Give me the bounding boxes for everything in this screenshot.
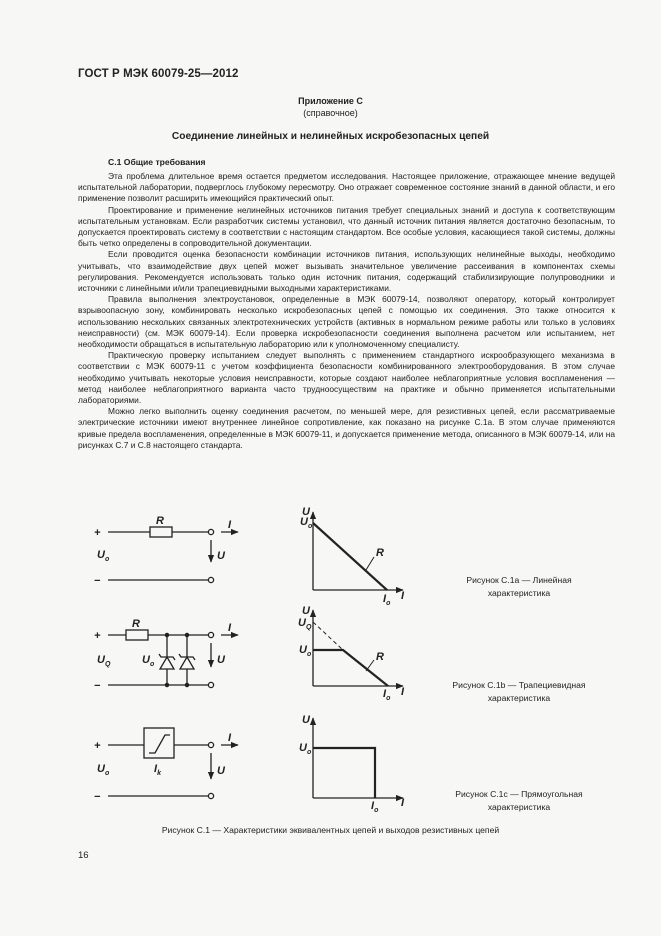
label-i0: $I_o$ bbox=[383, 688, 391, 702]
figure-caption-c: Рисунок С.1с — Прямоугольная характеристика bbox=[455, 789, 583, 812]
label-voltage: U bbox=[217, 550, 225, 562]
axis-u: U bbox=[302, 506, 310, 518]
label-uq: $U_Q$ bbox=[298, 617, 312, 631]
figure-caption-a: Рисунок С.1а — Линейная характеристика bbox=[466, 575, 572, 598]
axis-i: I bbox=[401, 590, 405, 602]
axis-u: U bbox=[302, 605, 310, 617]
paragraph: Проектирование и применение нелинейных источников питания требует специальных знаний и доступа к соответствующим испытательным установкам. Если разработчик системы установил, что данный источник питания является достаточно безопасным, то допускается проектировать систему в соответствии с настоящим стандартом. Все особые условия, касающиеся такой системы, должны быть четко определены в сопроводительной документации. bbox=[78, 204, 615, 249]
label-voltage: U bbox=[217, 765, 225, 777]
label-i0: $I_o$ bbox=[371, 800, 379, 814]
label-u0: $U_o$ bbox=[97, 549, 110, 563]
graph-rectangular bbox=[313, 718, 403, 798]
zener-diode-icon bbox=[180, 657, 194, 669]
terminal-minus: − bbox=[94, 575, 101, 587]
body-text bbox=[78, 171, 615, 451]
figure-c1 bbox=[0, 500, 661, 825]
terminal-plus: + bbox=[94, 527, 101, 539]
figure-main-caption: Рисунок С.1 — Характеристики эквивалентных цепей и выходов резистивных цепей bbox=[161, 825, 500, 835]
appendix-title: Приложение С bbox=[298, 96, 363, 106]
label-u0: $U_o$ bbox=[142, 654, 155, 668]
label-current: I bbox=[228, 732, 232, 744]
paragraph: Если проводится оценка безопасности комбинации источников питания, использующих нелинейные выходы, необходимо учитывать, что взаимодействие двух цепей может вызывать значительное увеличение рассеивания в компонентах схемы регулирования. Рекомендуется использовать только один источник питания, содержащий стабилизирующие полупроводники и источники с линейными и/или трапециевидными выходными характеристиками. bbox=[78, 249, 615, 294]
label-u0: $U_o$ bbox=[299, 644, 312, 658]
axis-u: U bbox=[302, 714, 310, 726]
terminal-plus: + bbox=[94, 740, 101, 752]
section-title: Соединение линейных и нелинейных искробезопасных цепей bbox=[171, 131, 490, 142]
paragraph: Эта проблема длительное время остается предметом исследования. Настоящее приложение, отражающее мнение ведущей испытательной лаборатории, подверглось глубокому пересмотру. Оно отражает современное состояние знаний в данной области, и его применение позволит расширить имеющийся практический опыт. bbox=[78, 171, 615, 204]
current-limiter-box bbox=[144, 728, 174, 758]
label-r: R bbox=[376, 651, 384, 663]
graph-trapezoidal bbox=[313, 610, 403, 686]
resistor-symbol bbox=[126, 630, 148, 640]
terminal-minus: − bbox=[94, 791, 101, 803]
label-r: R bbox=[376, 547, 384, 559]
terminal-minus: − bbox=[94, 680, 101, 692]
label-u0: $U_o$ bbox=[299, 742, 312, 756]
axis-i: I bbox=[401, 686, 405, 698]
label-ik: $I_k$ bbox=[154, 763, 161, 777]
document-header: ГОСТ Р МЭК 60079-25—2012 bbox=[78, 68, 239, 80]
appendix-subtitle: (справочное) bbox=[303, 108, 358, 118]
graph-linear bbox=[313, 512, 403, 590]
zener-diode-icon bbox=[160, 657, 174, 669]
label-u0: $U_o$ bbox=[97, 763, 110, 777]
terminal-plus: + bbox=[94, 630, 101, 642]
label-current: I bbox=[228, 519, 232, 531]
label-current: I bbox=[228, 622, 232, 634]
label-r: R bbox=[156, 515, 164, 527]
label-u0: $U_o$ bbox=[300, 516, 313, 530]
subsection-title: С.1 Общие требования bbox=[108, 157, 206, 167]
axis-i: I bbox=[401, 797, 405, 809]
paragraph: Правила выполнения электроустановок, определенные в МЭК 60079-14, позволяют оператору, который контролирует взрывоопасную зону, комбинировать несколько искробезопасных цепей с помощью их соединения. Это также относится к использованию нескольких связанных электротехнических устройств (активных в нормальном режиме работы или только в условиях неисправности) (см. МЭК 60079-14). Если проверка искробезопасности соединения выполнена расчетом или испытанием, нет необходимости обращаться в испытательную лабораторию или к уполномоченному специалисту. bbox=[78, 294, 615, 350]
label-i0: $I_o$ bbox=[383, 593, 391, 607]
paragraph: Практическую проверку испытанием следует выполнять с применением стандартного искрообразующего механизма в соответствии с МЭК 60079-11 с учетом коэффициента безопасности комбинированного электрооборудования. В этом случае необходимо учитывать некоторые условия неисправности, которые создают наиболее неблагоприятные условия воспламенения — метод наиболее неблагоприятного варианта часто трудноосуществим на практике и обычно применяется испытательными лабораториями. bbox=[78, 350, 615, 406]
figure-caption-b: Рисунок С.1b — Трапециевидная характеристика bbox=[452, 680, 586, 703]
label-voltage: U bbox=[217, 654, 225, 666]
label-uq: $U_Q$ bbox=[97, 654, 111, 668]
paragraph: Можно легко выполнить оценку соединения расчетом, по меньшей мере, для резистивных цепей, если рассматриваемые электрические источники имеют внутреннее линейное сопротивление, как показано на рисунке С.1а. В этом случае применяются кривые предела воспламенения, определенные в МЭК 60079-11, и допускается применение метода, описанного в МЭК 60079-14, или на рисунках С.7 и С.8 настоящего стандарта. bbox=[78, 406, 615, 450]
page-number: 16 bbox=[78, 850, 89, 861]
label-r: R bbox=[132, 618, 140, 630]
resistor-symbol bbox=[150, 527, 172, 537]
circuit-rectangular bbox=[108, 728, 238, 799]
